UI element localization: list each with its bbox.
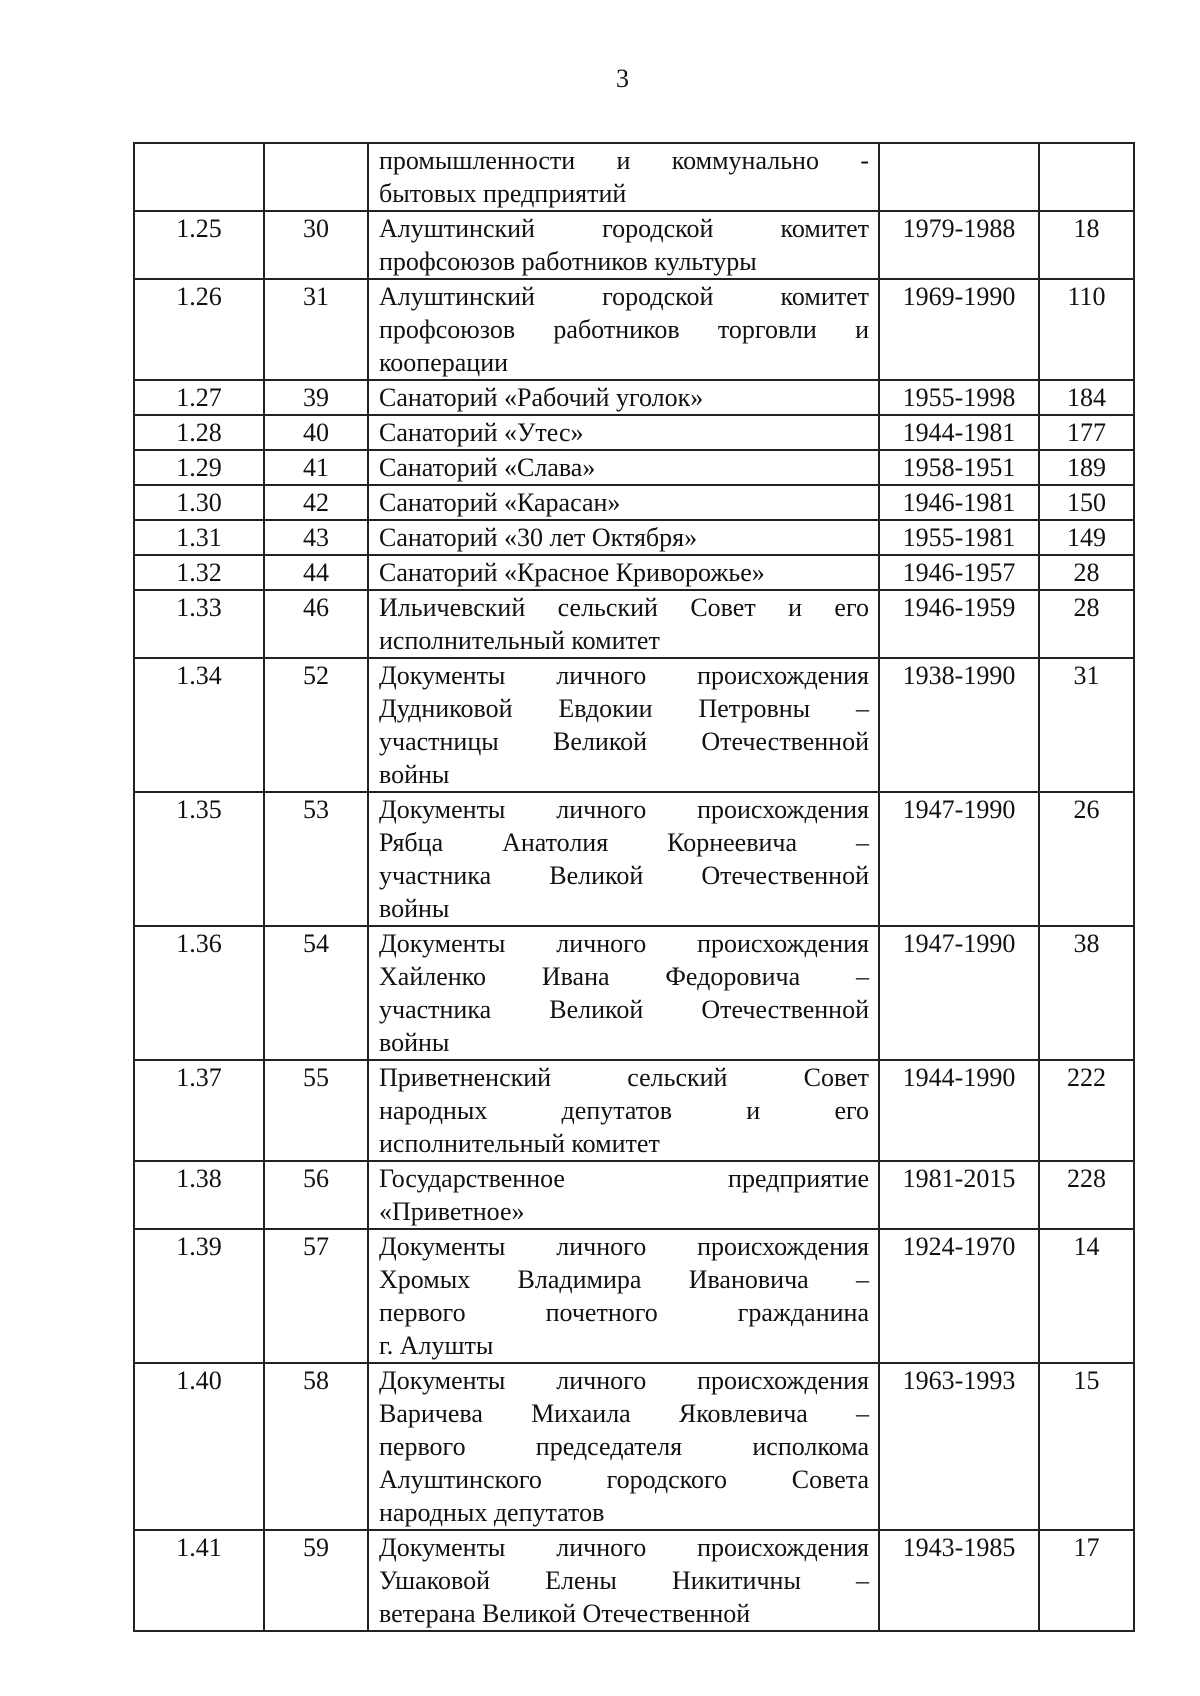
table-row <box>134 520 1134 555</box>
fund-name-line: Хромых Владимира Ивановича – <box>379 1265 869 1294</box>
fund-name-cell <box>368 143 879 211</box>
storage-units-cell <box>1039 143 1134 211</box>
item-number-cell: 1.28 <box>134 415 264 450</box>
page-number: 3 <box>616 64 629 93</box>
table-row <box>134 380 1134 415</box>
fund-number-cell: 43 <box>264 520 368 555</box>
date-range-cell: 1955-1998 <box>879 380 1039 415</box>
fund-name-line: Документы личного происхождения <box>379 1366 869 1395</box>
table-body <box>134 143 1134 1631</box>
fund-name-line: Государственное предприятие <box>379 1164 869 1193</box>
fund-name-line: исполнительный комитет <box>379 1129 660 1158</box>
fund-name-line: участника Великой Отечественной <box>379 861 869 890</box>
date-range-cell: 1938-1990 <box>879 658 1039 792</box>
fund-name-line: первого председателя исполкома <box>379 1432 869 1461</box>
fund-name-line: Санаторий «Слава» <box>379 453 596 482</box>
date-range-cell: 1944-1981 <box>879 415 1039 450</box>
fund-name-line: Документы личного происхождения <box>379 1232 869 1261</box>
fund-name-line: Алуштинский городской комитет <box>379 282 869 311</box>
item-number-cell: 1.39 <box>134 1229 264 1363</box>
date-range-cell: 1963-1993 <box>879 1363 1039 1530</box>
storage-units-cell: 15 <box>1039 1363 1134 1530</box>
fund-number-cell: 59 <box>264 1530 368 1631</box>
fund-name-line: Ушаковой Елены Никитичны – <box>379 1566 869 1595</box>
fund-number-cell: 57 <box>264 1229 368 1363</box>
fund-name-line: первого почетного гражданина <box>379 1298 869 1327</box>
fund-name-line: бытовых предприятий <box>379 179 627 208</box>
date-range-cell: 1947-1990 <box>879 926 1039 1060</box>
fund-number-cell: 30 <box>264 211 368 279</box>
storage-units-cell: 228 <box>1039 1161 1134 1229</box>
item-number-cell: 1.41 <box>134 1530 264 1631</box>
fund-name-cell <box>368 555 879 590</box>
fund-name-line: Приветненский сельский Совет <box>379 1063 869 1092</box>
fund-name-line: Санаторий «Рабочий уголок» <box>379 383 704 412</box>
fund-name-line: войны <box>379 1028 450 1057</box>
table-row <box>134 1530 1134 1631</box>
fund-name-cell <box>368 658 879 792</box>
fund-name-line: войны <box>379 894 450 923</box>
table-row <box>134 279 1134 380</box>
fund-name-cell <box>368 450 879 485</box>
fund-number-cell: 46 <box>264 590 368 658</box>
date-range-cell: 1944-1990 <box>879 1060 1039 1161</box>
table-row <box>134 143 1134 211</box>
fund-name-cell <box>368 279 879 380</box>
fund-name-line: Санаторий «30 лет Октября» <box>379 523 698 552</box>
fund-name-cell <box>368 485 879 520</box>
fund-name-line: профсоюзов работников культуры <box>379 247 757 276</box>
fund-name-line: ветерана Великой Отечественной <box>379 1599 751 1628</box>
storage-units-cell: 18 <box>1039 211 1134 279</box>
fund-name-line: войны <box>379 760 450 789</box>
storage-units-cell: 14 <box>1039 1229 1134 1363</box>
storage-units-cell: 222 <box>1039 1060 1134 1161</box>
fund-number-cell: 40 <box>264 415 368 450</box>
item-number-cell: 1.34 <box>134 658 264 792</box>
date-range-cell: 1946-1981 <box>879 485 1039 520</box>
fund-name-cell <box>368 520 879 555</box>
item-number-cell: 1.30 <box>134 485 264 520</box>
item-number-cell: 1.29 <box>134 450 264 485</box>
date-range-cell: 1947-1990 <box>879 792 1039 926</box>
fund-name-line: участника Великой Отечественной <box>379 995 869 1024</box>
storage-units-cell: 177 <box>1039 415 1134 450</box>
fund-number-cell: 44 <box>264 555 368 590</box>
fund-name-cell <box>368 380 879 415</box>
item-number-cell: 1.31 <box>134 520 264 555</box>
item-number-cell: 1.27 <box>134 380 264 415</box>
storage-units-cell: 184 <box>1039 380 1134 415</box>
date-range-cell: 1943-1985 <box>879 1530 1039 1631</box>
fund-name-line: Санаторий «Карасан» <box>379 488 621 517</box>
fund-number-cell: 53 <box>264 792 368 926</box>
storage-units-cell: 31 <box>1039 658 1134 792</box>
table-row <box>134 1060 1134 1161</box>
date-range-cell: 1946-1957 <box>879 555 1039 590</box>
fund-number-cell: 54 <box>264 926 368 1060</box>
storage-units-cell: 189 <box>1039 450 1134 485</box>
date-range-cell: 1969-1990 <box>879 279 1039 380</box>
fund-name-line: Санаторий «Красное Криворожье» <box>379 558 765 587</box>
fund-number-cell: 55 <box>264 1060 368 1161</box>
fund-name-cell <box>368 1229 879 1363</box>
table-row <box>134 211 1134 279</box>
fund-name-line: Алуштинского городского Совета <box>379 1465 869 1494</box>
fund-name-line: Документы личного происхождения <box>379 661 869 690</box>
fund-number-cell <box>264 143 368 211</box>
fund-name-line: Хайленко Ивана Федоровича – <box>379 962 869 991</box>
fund-name-line: Дудниковой Евдокии Петровны – <box>379 694 869 723</box>
fund-name-line: кооперации <box>379 348 509 377</box>
date-range-cell: 1958-1951 <box>879 450 1039 485</box>
table-row <box>134 926 1134 1060</box>
date-range-cell: 1955-1981 <box>879 520 1039 555</box>
storage-units-cell: 17 <box>1039 1530 1134 1631</box>
table-row <box>134 1161 1134 1229</box>
fund-name-line: Варичева Михаила Яковлевича – <box>379 1399 869 1428</box>
fund-name-line: Документы личного происхождения <box>379 795 869 824</box>
fund-name-line: участницы Великой Отечественной <box>379 727 869 756</box>
fund-name-cell <box>368 415 879 450</box>
fund-name-cell <box>368 1363 879 1530</box>
fund-name-line: Ильичевский сельский Совет и его <box>379 593 869 622</box>
date-range-cell: 1924-1970 <box>879 1229 1039 1363</box>
fund-number-cell: 41 <box>264 450 368 485</box>
fund-name-cell <box>368 590 879 658</box>
table-row <box>134 1363 1134 1530</box>
table-row <box>134 485 1134 520</box>
date-range-cell <box>879 143 1039 211</box>
storage-units-cell: 28 <box>1039 590 1134 658</box>
date-range-cell: 1946-1959 <box>879 590 1039 658</box>
table-row <box>134 415 1134 450</box>
item-number-cell: 1.36 <box>134 926 264 1060</box>
fund-number-cell: 31 <box>264 279 368 380</box>
fund-number-cell: 39 <box>264 380 368 415</box>
date-range-cell: 1979-1988 <box>879 211 1039 279</box>
fund-name-line: Санаторий «Утес» <box>379 418 584 447</box>
item-number-cell: 1.40 <box>134 1363 264 1530</box>
table-row <box>134 555 1134 590</box>
fund-name-line: Рябца Анатолия Корнеевича – <box>379 828 869 857</box>
fund-name-line: Документы личного происхождения <box>379 1533 869 1562</box>
storage-units-cell: 26 <box>1039 792 1134 926</box>
fund-name-cell <box>368 792 879 926</box>
date-range-cell: 1981-2015 <box>879 1161 1039 1229</box>
storage-units-cell: 149 <box>1039 520 1134 555</box>
item-number-cell: 1.37 <box>134 1060 264 1161</box>
item-number-cell: 1.26 <box>134 279 264 380</box>
fund-name-cell <box>368 926 879 1060</box>
table-row <box>134 658 1134 792</box>
fund-name-cell <box>368 211 879 279</box>
fund-name-cell <box>368 1530 879 1631</box>
table-row <box>134 450 1134 485</box>
table-row <box>134 792 1134 926</box>
storage-units-cell: 38 <box>1039 926 1134 1060</box>
item-number-cell: 1.38 <box>134 1161 264 1229</box>
item-number-cell: 1.32 <box>134 555 264 590</box>
table-row <box>134 1229 1134 1363</box>
table-row <box>134 590 1134 658</box>
item-number-cell <box>134 143 264 211</box>
fund-name-cell <box>368 1060 879 1161</box>
fund-number-cell: 56 <box>264 1161 368 1229</box>
fund-name-line: исполнительный комитет <box>379 626 660 655</box>
fund-name-line: профсоюзов работников торговли и <box>379 315 869 344</box>
fund-name-line: Алуштинский городской комитет <box>379 214 869 243</box>
fund-name-line: г. Алушты <box>379 1331 494 1360</box>
storage-units-cell: 150 <box>1039 485 1134 520</box>
fund-name-cell <box>368 1161 879 1229</box>
storage-units-cell: 28 <box>1039 555 1134 590</box>
fund-name-line: народных депутатов и его <box>379 1096 869 1125</box>
item-number-cell: 1.35 <box>134 792 264 926</box>
fund-number-cell: 42 <box>264 485 368 520</box>
fund-name-line: «Приветное» <box>379 1197 525 1226</box>
item-number-cell: 1.25 <box>134 211 264 279</box>
item-number-cell: 1.33 <box>134 590 264 658</box>
fund-name-line: промышленности и коммунально - <box>379 146 869 175</box>
fund-number-cell: 52 <box>264 658 368 792</box>
fund-number-cell: 58 <box>264 1363 368 1530</box>
storage-units-cell: 110 <box>1039 279 1134 380</box>
fund-name-line: Документы личного происхождения <box>379 929 869 958</box>
fund-name-line: народных депутатов <box>379 1498 605 1527</box>
fund-registry-table <box>133 142 1135 1632</box>
